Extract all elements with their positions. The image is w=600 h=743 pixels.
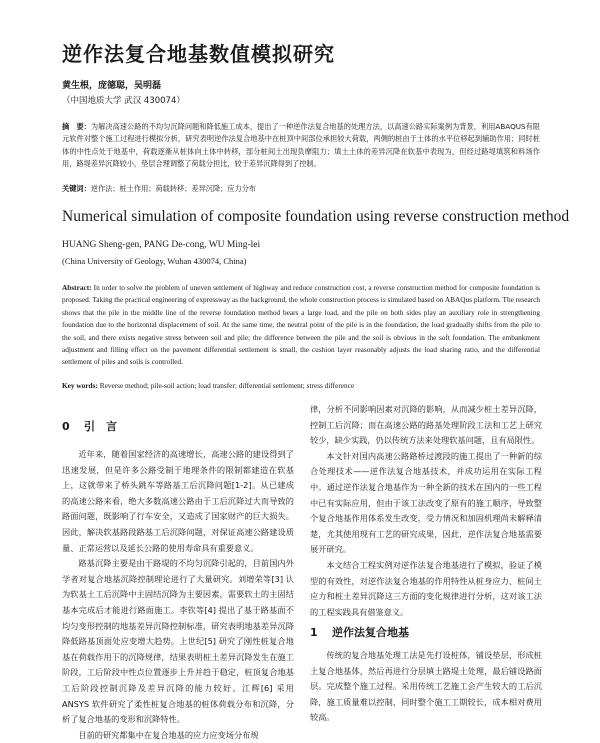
paragraph: 本文针对国内高速公路路桥过渡段的施工提出了一种新的综合处理技术——逆作法复合地基技术，并成功运用在实际工程中。通过逆作法复合地基作为一种全新的技术在国内的一些工程中已有实际应用，但由于该工法改变了原有的施工顺序，导致整个复合地基作用体系发生改变，受力情况和加固机理尚未解释清楚，尤其使用现有工艺的研究成果，因此，逆作法复合地基需要展开研究。 bbox=[310, 450, 542, 555]
paper-title-cn: 逆作法复合地基数值模拟研究 bbox=[62, 42, 335, 66]
abstract-en bbox=[62, 282, 540, 369]
affiliation-cn: （中国地质大学 武汉 430074） bbox=[62, 96, 185, 106]
section-1-number: 1 bbox=[310, 626, 318, 639]
authors-en: HUANG Sheng-gen, PANG De-cong, WU Ming-lei bbox=[62, 240, 261, 250]
keywords-cn-label: 关键词： bbox=[62, 184, 91, 193]
paragraph: 近年来，随着国家经济的高速增长，高速公路的建设得到了迅速发展，但是许多公路受制于地理条件的限制都建造在软基上，这就带来了桥头跳车等路基工后沉降问题[1-2]。从已建成的高速公路来看，绝大多数高速公路由于工后沉降过大而导致的路面问题，既影响了行车安全，又造成了国家财产的巨大损失。因此，解决软基路段路基工后沉降问题，对保证高速公路建设质量、正常运营以及延长公路的使用寿命具有重要意义。 bbox=[62, 449, 294, 553]
affiliation-en: (China University of Geology, Wuhan 430074, China) bbox=[62, 256, 247, 266]
abstract-cn bbox=[62, 121, 540, 170]
paragraph: 路基沉降主要是由于路堤的不均匀沉降引起的，目前国内外学者对复合地基沉降控制理论进行了大量研究。刘增荣等[3] 认为软基土工后沉降中主固结沉降为主要因素，需要软土的主固结基本完成后才能进行路面施工。李钦等[4] 提出了基于路基面不均匀变形控制的地基差异沉降控制标准，研究表明地基差异沉降降低路基顶面处应变增大趋势。上世纪[5] 研究了刚性桩复合地基在荷载作用下的沉降规律，结果表明桩土差异沉降发生在施工阶段，工后阶段中性点位置逐步上升并趋于稳定，桩顶复合地基工后阶段控制沉降及差异沉降的能力较好。江辉[6] 采用 ANSYS 软件研究了柔性桩复合地基的桩体荷载分布和沉降，分析了复合地基的变形和沉降特性。 bbox=[62, 558, 294, 725]
section-0-heading bbox=[62, 418, 117, 434]
keywords-en-label: Key words: bbox=[62, 381, 98, 390]
keywords-cn-text: 逆作法；桩土作用；荷载转移；差异沉降；应力分布 bbox=[90, 184, 257, 193]
section-0-number: 0 bbox=[62, 420, 70, 433]
section-1-body bbox=[310, 648, 542, 726]
abstract-cn-label: 摘 要： bbox=[62, 122, 91, 131]
paragraph: 传统的复合地基处理工法是先打设桩体，铺设垫层，形成桩土复合地基体，然后再进行分层填土路堤土处理，最后铺设路面层。完成整个施工过程。采用传统工艺施工会产生较大的工后沉降，施工质量难以控制，同时整个施工工期较长，成本相对费用较高。 bbox=[310, 650, 542, 723]
section-0-title: 引 言 bbox=[84, 420, 117, 433]
paragraph: 目前的研究都集中在复合地基的应力应变场分布规 bbox=[78, 729, 259, 740]
keywords-en-text: Reverse method; pile-soil action; load transfer; differential settlement; stress difference bbox=[99, 381, 355, 390]
keywords-cn bbox=[62, 184, 540, 194]
right-column bbox=[310, 402, 542, 620]
paper-title-en: Numerical simulation of composite foundation using reverse construction method bbox=[62, 208, 570, 225]
abstract-en-text: In order to solve the problem of uneven settlement of highway and reduce construction cost, a reverse construction method for composite foundation is proposed. Taking the practical engineering of expressway as the background, the whole construction process is simulated based on ABAQus platform. The research shows that the pile in the middle line of the reverse foundation method bears a large load, and the pile on both sides play an auxiliary role in strengthening foundation due to the horizontal displacement of soil. At the same time, the neutral point of the pile is in the foundation, the load gradually shifts from the pile to the soil, and there exists negative stress between soil and pile; the difference between the pile and the soil is obvious in the soft foundation. The embankment adjustment and filling effect on the pavement differential settlement is small, the cushion layer reasonably adjusts the load sharing ratio, and the differential settlement of piles and soils is controlled. bbox=[62, 283, 540, 367]
keywords-en bbox=[62, 381, 540, 390]
section-1-title: 逆作法复合地基 bbox=[332, 626, 409, 639]
abstract-en-label: Abstract: bbox=[62, 283, 92, 292]
paragraph: 本文结合工程实例对逆作法复合地基进行了模拟，验证了模型的有效性，对逆作法复合地基的作用特性从桩身应力、桩间土应力和桩土差异沉降这三方面的变化规律进行分析，这对该工法的工程实践具有借鉴意义。 bbox=[310, 559, 542, 617]
abstract-cn-text: 为解决高速公路的不均匀沉降问题和降低施工成本，提出了一种逆作法复合地基的处理方法，以高速公路实际案例为背景，利用ABAQUS有限元软件对整个施工过程进行模拟分析，研究表明逆作法复合地基中在桩顶中间部位承担较大荷载，两侧的桩由于土体的水平位移起到辅助作用；同时桩体的中性点处于地基中，荷载逐渐从桩体向土体中转移，部分桩间土出现负摩阻力；填土土体的差异沉降在软基中表现为，但经过路堤填筑和料场作用，路堤差异沉降较小，垫层合理调整了荷载分担比，较于差异沉降得到了控制。 bbox=[62, 122, 540, 168]
left-column bbox=[62, 447, 294, 743]
authors-cn: 黄生根，庞德聪，吴明磊 bbox=[62, 81, 162, 91]
paragraph: 律，分析不同影响因素对沉降的影响，从而减少桩土差异沉降，控制工后沉降；而在高速公路的路基处理阶段工法和工艺上研究较少，缺少实践，仍以传统方法来处理软基问题，且有局限性。 bbox=[310, 404, 542, 446]
section-1-heading bbox=[310, 624, 409, 640]
